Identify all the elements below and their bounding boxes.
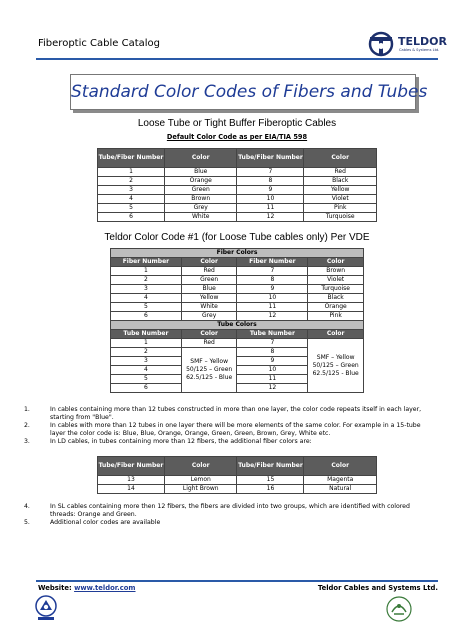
table-row: [111, 312, 364, 321]
table-row: [111, 285, 364, 294]
notes-list-b: [24, 503, 428, 527]
table-cell: 7: [237, 168, 304, 177]
table-cell: 10: [237, 195, 304, 204]
website-label: Website:: [38, 584, 72, 592]
note-text: Additional color codes are available: [50, 519, 161, 526]
table-cell: Black: [304, 177, 377, 186]
table-cell: Green: [164, 186, 237, 195]
header-cell: Color: [304, 457, 377, 476]
table-cell: Brown: [308, 267, 364, 276]
header-cell: Fiber Number: [111, 258, 182, 267]
table-header-row: [111, 330, 364, 339]
tube-color-merged-left: SMF – Yellow 50/125 – Green 62.5/125 - Blue: [181, 348, 237, 393]
table-cell: 11: [237, 303, 308, 312]
table-row: [98, 186, 377, 195]
website-link[interactable]: www.teldor.com: [74, 584, 136, 592]
table-row: [98, 213, 377, 222]
footer-divider: [36, 580, 438, 582]
table-cell: 3: [111, 357, 182, 366]
table-row: [111, 303, 364, 312]
table-cell: 9: [237, 357, 308, 366]
list-item: [24, 422, 428, 438]
table-cell: 13: [98, 476, 165, 485]
header-cell: Color: [164, 149, 237, 168]
table-cell: 11: [237, 375, 308, 384]
table-cell: 16: [237, 485, 304, 494]
table-cell: 1: [98, 168, 165, 177]
header-cell: Color: [308, 330, 364, 339]
section1-title: Loose Tube or Tight Buffer Fiberoptic Cables: [137, 118, 337, 129]
list-item: [24, 503, 428, 519]
table-cell: White: [181, 303, 237, 312]
table-cell: 3: [98, 186, 165, 195]
table-row: [111, 294, 364, 303]
table-cell: 6: [111, 384, 182, 393]
table-cell: Green: [181, 276, 237, 285]
header-cell: Color: [181, 258, 237, 267]
header-cell: Fiber Number: [237, 258, 308, 267]
table-cell: Violet: [308, 276, 364, 285]
header-cell: Color: [181, 330, 237, 339]
note-number: 4.: [24, 503, 30, 510]
table-row: [98, 485, 377, 494]
additional-fiber-colors-table: [97, 456, 377, 494]
table-row: [98, 177, 377, 186]
table-cell: Blue: [181, 285, 237, 294]
page-title: Standard Color Codes of Fibers and Tubes: [71, 82, 428, 102]
note-text: In LD cables, in tubes containing more than 12 fibers, the additional fiber colors are:: [50, 438, 312, 445]
table-cell: 6: [111, 312, 182, 321]
header-divider: [36, 58, 438, 60]
teldor-color-code-table: [110, 248, 364, 393]
table-cell: 14: [98, 485, 165, 494]
table-cell: Natural: [304, 485, 377, 494]
table-cell: 5: [111, 303, 182, 312]
table-cell: Yellow: [181, 294, 237, 303]
tube-colors-section-row: [111, 321, 364, 330]
note-number: 3.: [24, 438, 30, 445]
footer-website: [38, 584, 136, 592]
table-cell: 7: [237, 267, 308, 276]
list-item: [24, 406, 428, 422]
table-cell: 3: [111, 285, 182, 294]
table-cell: Grey: [181, 312, 237, 321]
note-number: 5.: [24, 519, 30, 526]
table-row: [98, 204, 377, 213]
table-row: [111, 339, 364, 348]
logo-subtitle: Cables & Systems Ltd.: [399, 48, 440, 52]
table-row: [98, 195, 377, 204]
table-cell: Yellow: [304, 186, 377, 195]
teldor-emblem-icon: [368, 31, 398, 57]
table-cell: 8: [237, 276, 308, 285]
table-cell: Grey: [164, 204, 237, 213]
table-cell: Brown: [164, 195, 237, 204]
section2-title: Teldor Color Code #1 (for Loose Tube cables only) Per VDE: [104, 232, 370, 243]
fiber-colors-label: Fiber Colors: [111, 249, 364, 258]
table-cell: Turquoise: [304, 213, 377, 222]
header-cell: Color: [164, 457, 237, 476]
table-cell: Red: [304, 168, 377, 177]
header-cell: Color: [304, 149, 377, 168]
table-cell: 12: [237, 312, 308, 321]
header-cell: Tube/Fiber Number: [98, 457, 165, 476]
table-header-row: [111, 258, 364, 267]
table-cell: Red: [181, 339, 237, 348]
title-banner: [70, 74, 428, 110]
table-cell: 12: [237, 384, 308, 393]
table-cell: Pink: [308, 312, 364, 321]
table-cell: 5: [111, 375, 182, 384]
header-cell: Tube Number: [111, 330, 182, 339]
table-cell: Black: [308, 294, 364, 303]
table-cell: Turquoise: [308, 285, 364, 294]
table-cell: 11: [237, 204, 304, 213]
table-cell: Light Brown: [164, 485, 237, 494]
table-cell: 2: [98, 177, 165, 186]
iso-certification-icon: [34, 594, 58, 622]
table-cell: Blue: [164, 168, 237, 177]
fiber-colors-section-row: [111, 249, 364, 258]
table-cell: Magenta: [304, 476, 377, 485]
tube-colors-label: Tube Colors: [111, 321, 364, 330]
header-cell: Tube/Fiber Number: [98, 149, 165, 168]
list-item: [24, 438, 428, 446]
header-cell: Tube/Fiber Number: [237, 149, 304, 168]
table-cell: 12: [237, 213, 304, 222]
table-cell: 4: [98, 195, 165, 204]
table-cell: 10: [237, 366, 308, 375]
table-cell: 7: [237, 339, 308, 348]
table-cell: 8: [237, 177, 304, 186]
table-cell: 4: [111, 294, 182, 303]
table-cell: Pink: [304, 204, 377, 213]
header-cell: Tube/Fiber Number: [237, 457, 304, 476]
quality-seal-icon: [384, 594, 414, 624]
table-row: [111, 267, 364, 276]
table-cell: Orange: [164, 177, 237, 186]
table-cell: Violet: [304, 195, 377, 204]
table-header-row: [98, 457, 377, 476]
header-cell: Color: [308, 258, 364, 267]
footer-company: Teldor Cables and Systems Ltd.: [317, 584, 438, 592]
header-cell: Tube Number: [237, 330, 308, 339]
table-cell: 4: [111, 366, 182, 375]
table-cell: 8: [237, 348, 308, 357]
note-text: In cables containing more than 12 tubes constructed in more than one layer, the color code repeats itself in each layer, starting from "Blue".: [50, 406, 422, 421]
note-text: In SL cables containing more then 12 fibers, the fibers are divided into two groups, which are identified with colored threads: Orange and Green.: [50, 503, 410, 518]
table-cell: Red: [181, 267, 237, 276]
table-cell: 5: [98, 204, 165, 213]
table-row: [98, 476, 377, 485]
table-cell: 1: [111, 339, 182, 348]
note-number: 2.: [24, 422, 30, 429]
table-cell: 9: [237, 285, 308, 294]
table-header-row: [98, 149, 377, 168]
table-row: [98, 168, 377, 177]
table-cell: 6: [98, 213, 165, 222]
table-cell: 2: [111, 348, 182, 357]
table-cell: 1: [111, 267, 182, 276]
table-cell: 2: [111, 276, 182, 285]
section1-subtitle: Default Color Code as per EIA/TIA 598: [166, 133, 308, 141]
page-header: [0, 0, 474, 62]
table-cell: Lemon: [164, 476, 237, 485]
table-row: [111, 276, 364, 285]
tube-color-merged-right: SMF – Yellow 50/125 – Green 62.5/125 - Blue: [308, 339, 364, 393]
table-cell: Orange: [308, 303, 364, 312]
table-cell: 15: [237, 476, 304, 485]
note-number: 1.: [24, 406, 30, 413]
color-code-table-eia: [97, 148, 377, 222]
note-text: In cables with more than 12 tubes in one layer there will be more elements of the same color. For example in a 15-tube layer the color code is: Blue, Blue, Orange, Orange, Green, Green, Brown, Grey, White etc.: [50, 422, 421, 437]
catalog-title: Fiberoptic Cable Catalog: [38, 38, 161, 49]
notes-list-a: [24, 406, 428, 446]
list-item: [24, 519, 428, 527]
table-cell: White: [164, 213, 237, 222]
logo-name: TELDOR: [398, 35, 447, 48]
teldor-logo: [368, 31, 452, 57]
table-cell: 10: [237, 294, 308, 303]
table-cell: 9: [237, 186, 304, 195]
